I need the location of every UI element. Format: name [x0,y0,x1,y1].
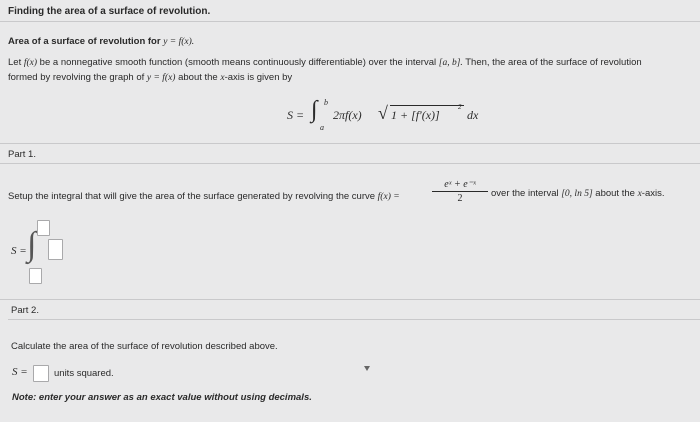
part1-integral-sign: ∫ [27,226,37,263]
lower-limit-input[interactable] [29,268,42,284]
formula-radicand: 1 + [f′(x)] [391,108,440,122]
intro-interval: [a, b]. [438,58,463,68]
part1-label: Part 1. [8,149,36,160]
page-title: Finding the area of a surface of revolution. [8,6,211,17]
intro-p2-pre: formed by revolving the graph of [8,72,147,83]
cursor-icon [364,366,370,371]
surface-area-formula [287,98,487,134]
part1-s-eq: S = [11,245,27,257]
fraction-bar [432,191,488,192]
formula-exponent: 2 [458,103,462,111]
answer-input[interactable] [33,365,49,382]
formula-upper-limit: b [324,98,328,107]
formula-integrand: 2πf(x) [333,108,362,122]
intro-paragraph-line1 [8,57,642,68]
part1-text-mid: over the interval [491,188,562,199]
part1-text-pre: Setup the integral that will give the area of the surface generated by revolving the curve [8,191,378,202]
formula-lhs: S = [287,108,305,122]
part1-text-end: about the [592,188,638,199]
integrand-input[interactable] [48,239,63,260]
intro-let: Let [8,57,24,68]
part1-interval: [0, ln 5] [561,189,593,199]
intro-heading [8,36,194,47]
part1-text-end2: -axis. [641,188,665,199]
intro-p2-mid: about the [175,72,221,83]
upper-limit-input[interactable] [37,220,50,236]
intro-p2-end: -axis is given by [224,72,293,83]
units-label: units squared. [54,368,114,379]
intro-end: Then, the area of the surface of revolution [462,57,642,68]
intro-heading-text: Area of a surface of revolution for [8,36,164,47]
intro-heading-math: y = f(x). [163,37,195,47]
fraction-denominator: 2 [457,193,463,204]
formula-dx: dx [467,108,479,122]
part2-label: Part 2. [11,305,39,316]
part1-x: x [637,189,642,199]
intro-paragraph-line2 [8,72,292,83]
part1-question [8,191,400,202]
intro-fx: f(x) [23,58,38,68]
part2-question: Calculate the area of the surface of revolution described above. [11,341,278,352]
intro-mid: be a nonnegative smooth function (smooth means continuously differentiable) over the interval [37,57,439,68]
sqrt-sign: √ [378,103,388,123]
part1-fraction [432,179,488,204]
part1-question-end [491,188,664,199]
intro-p2-math: y = f(x) [146,73,176,83]
fraction-numerator: eˣ + e⁻ˣ [444,179,476,190]
intro-p2-x: x [220,73,225,83]
integral-sign: ∫ [311,97,318,123]
sqrt-bar [390,105,464,106]
note: Note: enter your answer as an exact value without using decimals. [12,392,312,403]
formula-lower-limit: a [320,123,324,132]
part2-s-eq: S = [12,366,28,378]
part1-fx-eq: f(x) = [377,192,400,202]
